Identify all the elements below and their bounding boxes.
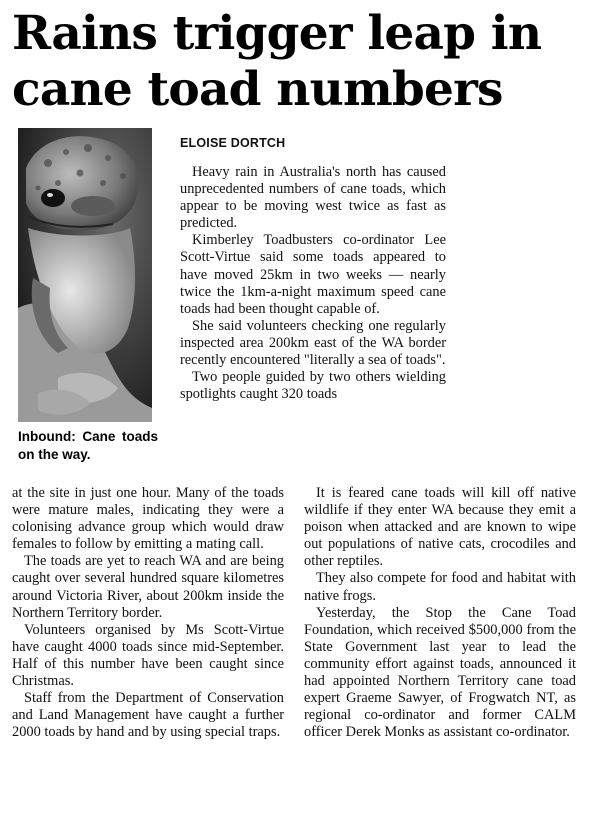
byline: ELOISE DORTCH [180, 136, 286, 150]
toad-illustration [18, 128, 152, 422]
intro-column [180, 164, 446, 403]
paragraph: Heavy rain in Australia's north has caused unprecedented numbers of cane toads, which appear to be moving west twice as fast as predicted. [180, 164, 446, 232]
headline: Rains trigger leap in cane toad numbers [12, 6, 542, 117]
paragraph: They also compete for food and habitat with native frogs. [304, 570, 576, 604]
right-column [304, 485, 576, 741]
paragraph: Yesterday, the Stop the Cane Toad Foundation, which received $500,000 from the State Government last year to lead the community effort against toads, announced it had appointed Northern Territory cane toad expert Graeme Sawyer, of Frogwatch NT, as regional co-ordinator and former CALM officer Derek Monks as assistant co-ordinator. [304, 604, 576, 741]
photo-caption: Inbound: Cane toads on the way. [18, 429, 158, 462]
paragraph: at the site in just one hour. Many of the toads were mature males, indicating they were a colonising advance group which would draw females to follow by emitting a mating call. [12, 485, 284, 553]
cane-toad-photo [18, 128, 152, 422]
left-column [12, 485, 284, 741]
paragraph: The toads are yet to reach WA and are being caught over several hundred square kilometres around Victoria River, about 200km inside the Northern Territory border. [12, 553, 284, 621]
paragraph: Kimberley Toadbusters co-ordinator Lee Scott-Virtue said some toads appeared to have moved 25km in two weeks — nearly twice the 1km-a-night maximum speed cane toads had been thought capable of. [180, 232, 446, 317]
paragraph: Volunteers organised by Ms Scott-Virtue have caught 4000 toads since mid-September. Half of this number have been caught since Christmas. [12, 621, 284, 690]
paragraph: She said volunteers checking one regularly inspected area 200km east of the WA border recently encountered "literally a sea of toads". [180, 317, 446, 369]
paragraph: Two people guided by two others wielding spotlights caught 320 toads [180, 369, 446, 403]
paragraph: It is feared cane toads will kill off native wildlife if they enter WA because they emit a poison when attacked and are known to wipe out populations of native cats, crocodiles and other reptiles. [304, 485, 576, 570]
paragraph: Staff from the Department of Conservation and Land Management have caught a further 2000 toads by hand and by using special traps. [12, 690, 284, 741]
